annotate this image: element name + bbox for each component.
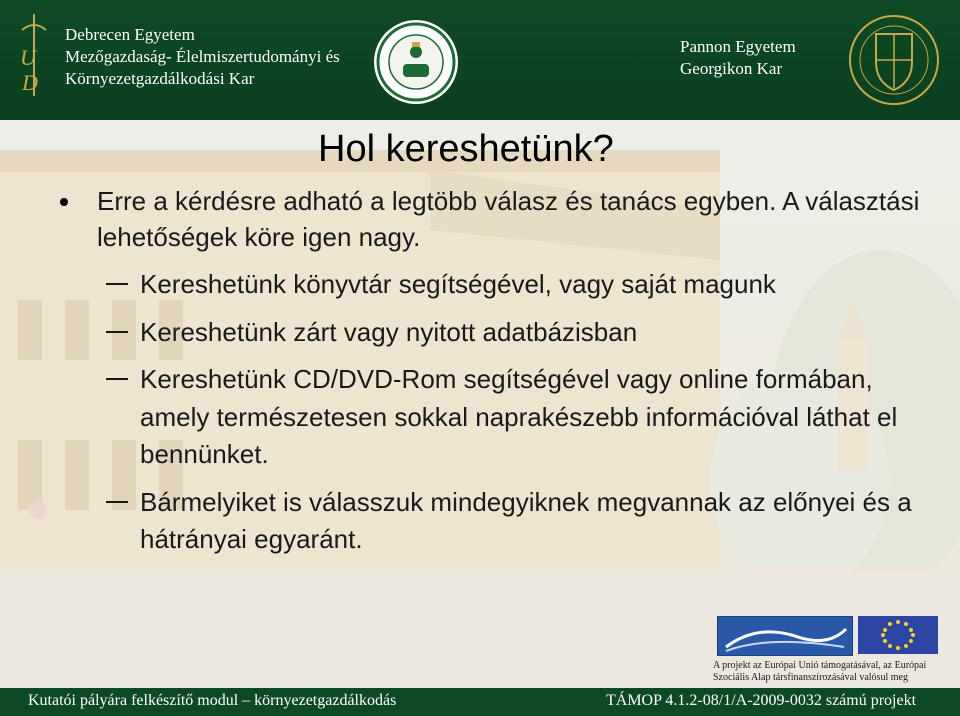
uj-magyarorszag-logo-icon	[717, 616, 853, 656]
eu-flag-icon	[858, 616, 938, 654]
slide-content	[60, 183, 940, 559]
dash-icon	[106, 501, 128, 503]
right-university-line: Georgikon Kar	[680, 59, 783, 78]
svg-text:D: D	[22, 70, 38, 95]
funding-line: Szociális Alap társfinanszírozásával valósul meg	[713, 672, 908, 683]
debrecen-university-logo-icon	[12, 10, 56, 100]
faculty-seal-icon	[372, 18, 460, 106]
left-university-line: Mezőgazdaság- Élelmiszertudományi és	[65, 47, 340, 66]
bullet-text: Erre a kérdésre adható a legtöbb válasz és tanács egyben. A választási lehetőségek köre igen nagy.	[97, 186, 920, 252]
left-university-line: Környezetgazdálkodási Kar	[65, 69, 255, 88]
sub-bullet-text: Bármelyiket is válasszuk mindegyiknek megvannak az előnyei és a hátrányai egyaránt.	[140, 486, 912, 554]
svg-text:U: U	[20, 45, 36, 70]
right-university-line: Pannon Egyetem	[680, 37, 796, 56]
sub-bullet-item	[60, 484, 940, 559]
sub-bullet-item	[60, 266, 940, 304]
right-university-name	[680, 36, 796, 80]
left-university-name	[65, 24, 340, 90]
footer-module-text: Kutatói pályára felkészítő modul – környezetgazdálkodás	[28, 692, 397, 709]
funding-notice	[713, 660, 926, 684]
bullet-item	[60, 183, 940, 255]
sub-bullet-item	[60, 361, 940, 474]
sub-bullet-item	[60, 314, 940, 352]
slide-title: Hol kereshetünk?	[318, 128, 614, 170]
left-university-line: Debrecen Egyetem	[65, 25, 195, 44]
header-banner	[0, 0, 960, 120]
footer-bar	[0, 688, 960, 716]
sub-bullet-text: Kereshetünk CD/DVD-Rom segítségével vagy online formában, amely természetesen sokkal naprakészebb információval láthat el bennünket.	[140, 364, 898, 469]
pannon-university-crest-icon	[848, 12, 940, 108]
dash-icon	[106, 283, 128, 285]
dash-icon	[106, 378, 128, 380]
sub-bullet-text: Kereshetünk könyvtár segítségével, vagy saját magunk	[140, 269, 776, 299]
dash-icon	[106, 331, 128, 333]
sub-bullet-text: Kereshetünk zárt vagy nyitott adatbázisban	[140, 316, 638, 347]
bullet-dot-icon	[60, 198, 68, 206]
funding-line: A projekt az Európai Unió támogatásával, az Európai	[713, 660, 927, 671]
footer-project-text: TÁMOP 4.1.2-08/1/A-2009-0032 számú projekt	[606, 692, 917, 709]
